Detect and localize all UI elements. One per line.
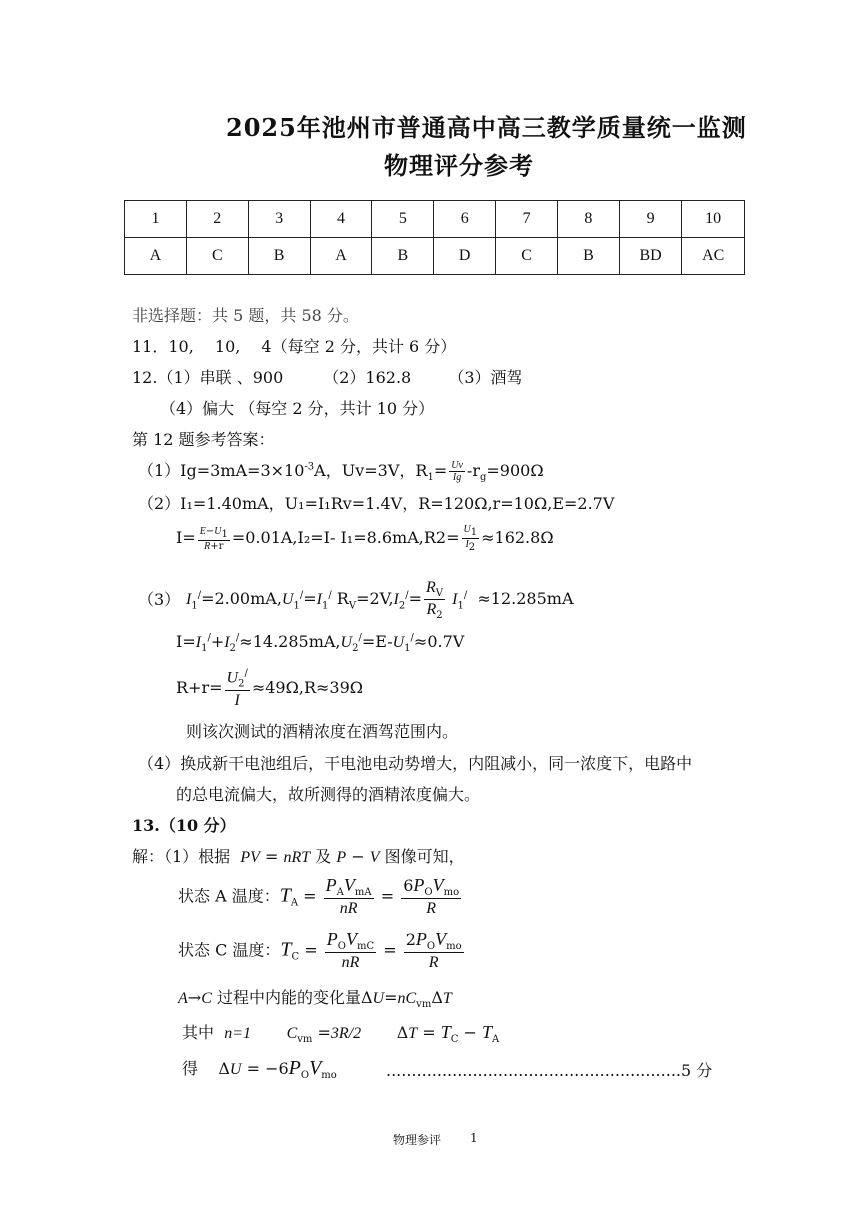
question-number: 8 [557,201,619,238]
q12-step3-label: （3） [138,590,181,609]
q12-step1: $(1)Ig=3mA=3\times 10^{-3}A$，Uv=3V，$R_1=$ $\frac{Uv}{Ig}$ $-r_g=900\Omega$ [138,460,544,484]
step2-calc-b: ≈162.8Ω [481,528,554,547]
q13-internal-energy: A→C 过程中内能的变化量$\Delta U=nC_{vm}\Delta T$ [178,988,452,1011]
nonchoice-heading: 非选择题：共 5 题，共 58 分。 [132,306,359,325]
question-number: 4 [310,201,372,238]
answer-cell: B [372,238,434,275]
step3-a: =2.00mA, [201,589,282,609]
q13-heading: 13.（10 分） [132,816,236,835]
answer-table [124,200,745,275]
q12-step4-line2: 的总电流偏大，故所测得的酒精浓度偏大。 [176,785,481,804]
answer-cell: C [186,238,248,275]
score-dots: ..........................................................5 分 [386,1061,713,1080]
question-number: 2 [186,201,248,238]
where-label: 其中 [182,1023,215,1042]
question-number: 9 [619,201,682,238]
question-number: 3 [248,201,310,238]
q12-step3-conclusion: 则该次测试的酒精浓度在酒驾范围内。 [186,722,459,741]
get-label: 得 [182,1059,199,1078]
answer-cell: C [496,238,558,275]
step3b-b: =E- [361,632,393,651]
table-row-answers [125,238,745,275]
answer-cell: B [248,238,310,275]
question-number: 6 [434,201,496,238]
q13-result: 得 $\Delta U = -6P_OV_{mo}$ [182,1057,337,1082]
step3-b: =2V, [356,589,394,609]
q12-step2-calc: I= $\frac{E-U_1}{R+r}$ =0.01A,I₂=I- I₁=8.6mA,R2= $\frac{U_1}{I_2}$ ≈162.8Ω [176,524,554,553]
answer-cell: BD [619,238,682,275]
q13-where: 其中 n=1 $C_{vm} =3R/2$ $\Delta T = T_C - T_A$ [182,1022,500,1046]
step3b-a: ≈14.285mA, [239,632,341,651]
table-row-numbers [125,201,745,238]
answer-cell: B [557,238,619,275]
q12-step3: $I_1^/=2.00mA,U_1^/=I_1^/$ $R_V=2V,I_2^/=$ $\frac{R_V}{R_2}$ $I_1^/ \approx 12.285mA$ [186,579,574,622]
footer-label: 物理参评 [393,1133,442,1147]
step3c: ≈49Ω,R≈39Ω [251,678,364,698]
q12-step3-line2: $I=I_1^/+I_2^/\approx 14.285mA,U_2^/=E-U_1^/\approx 0.7V$ [176,632,465,655]
q13-state-a: 状态 A 温度：$T_A$ = $\frac{P_AV_{mA}}{nR}$ = $\frac{6P_OV_{mo}}{R}$ [178,875,460,918]
question-number: 1 [125,201,187,238]
q13-intro-c: 图像可知， [384,847,465,866]
page-title: 2025年池州市普通高中高三教学质量统一监测 [226,113,747,142]
step1-text-b: A，Uv=3V，R [314,461,428,480]
q12-answer-line2: （4）偏大 （每空 2 分，共计 10 分） [160,399,435,418]
answer-cell: D [434,238,496,275]
state-a-label: 状态 A 温度： [178,886,280,906]
q11-answer: 11．10, 10, 4（每空 2 分，共计 6 分） [132,337,457,356]
question-number: 10 [682,201,745,238]
state-c-label: 状态 C 温度： [178,940,281,960]
page-subtitle: 物理评分参考 [384,151,534,180]
q13-state-c: 状态 C 温度：$T_C$ = $\frac{P_OV_{mC}}{nR}$ = $\frac{2P_OV_{mo}}{R}$ [178,929,462,972]
q12-reference-heading: 第 12 题参考答案： [132,430,275,449]
answer-cell: AC [682,238,745,275]
q12-step2: （2）I₁=1.40mA，U₁=I₁Rv=1.4V，R=120Ω,r=10Ω,E=2.7V [138,494,615,513]
question-number: 7 [496,201,558,238]
step1-text-c: =900Ω [486,461,544,480]
q12-answer-line1: 12.（1）串联 、900 （2）162.8 （3）酒驾 [132,368,523,387]
q13-intro-a: 解：（1）根据 [132,847,231,866]
q12-step4-line1: （4）换成新干电池组后，干电池电动势增大，内阻减小，同一浓度下，电路中 [138,754,693,773]
ac-label: 过程中内能的变化量 [216,988,361,1007]
question-number: 5 [372,201,434,238]
answer-cell: A [125,238,187,275]
q13-intro-b: 及 [315,847,332,866]
answer-cell: A [310,238,372,275]
page-number: 1 [470,1131,478,1145]
step3b-c: ≈0.7V [413,632,465,651]
q12-step3-line3: R+r= $\frac{U_2^/}{I}$ ≈49Ω,R≈39Ω [176,668,364,709]
q13-solution-intro: 解：（1）根据 PV = nRT 及 P − V 图像可知， [132,847,465,866]
step2-calc-a: =0.01A,I₂=I- I₁=8.6mA,R2= [231,528,460,547]
step1-text-a: （1）Ig=3mA=3×10 [138,461,305,480]
step3-c: ≈12.285mA [477,589,574,609]
